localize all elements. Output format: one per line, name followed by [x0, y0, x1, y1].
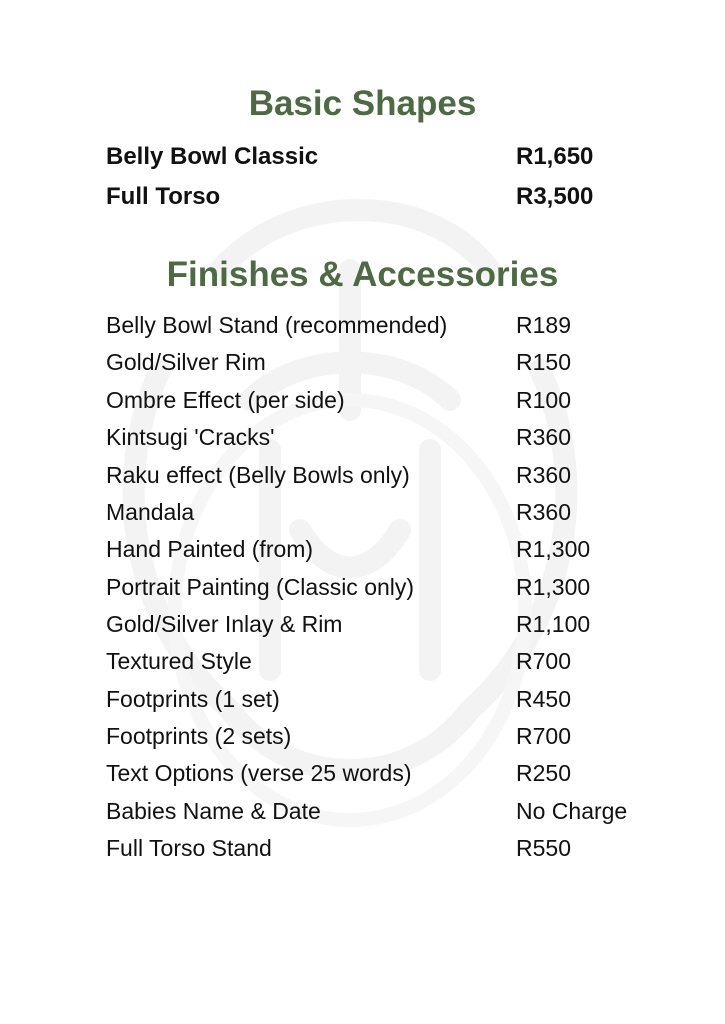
finish-item-row: [106, 648, 666, 684]
finish-item-name: Portrait Painting (Classic only): [106, 574, 415, 600]
finish-item-name: Text Options (verse 25 words): [106, 760, 412, 786]
finish-item-name: Textured Style: [106, 648, 252, 674]
finish-item-row: [106, 574, 666, 610]
finish-item-price: R450: [516, 686, 571, 712]
finish-item-row: [106, 424, 666, 460]
finish-item-row: [106, 536, 666, 572]
basic-item-row: [106, 183, 666, 219]
finish-item-price: R1,300: [516, 574, 591, 600]
basic-item-name: Belly Bowl Classic: [106, 143, 319, 170]
finish-item-price: No Charge: [516, 798, 628, 824]
finish-item-name: Ombre Effect (per side): [106, 387, 345, 413]
finish-item-row: [106, 760, 666, 796]
finish-item-row: [106, 686, 666, 722]
finish-item-price: R700: [516, 648, 571, 674]
finish-item-price: R700: [516, 723, 571, 749]
finish-item-price: R360: [516, 499, 571, 525]
finish-item-row: [106, 312, 666, 348]
finish-item-name: Footprints (1 set): [106, 686, 280, 712]
finish-item-name: Gold/Silver Inlay & Rim: [106, 611, 343, 637]
finish-item-price: R360: [516, 424, 571, 450]
finish-item-price: R150: [516, 349, 571, 375]
basic-item-price: R1,650: [516, 143, 594, 170]
finish-item-row: [106, 499, 666, 535]
basic-item-name: Full Torso: [106, 183, 221, 210]
finish-item-price: R250: [516, 760, 571, 786]
finish-item-name: Belly Bowl Stand (recommended): [106, 312, 448, 338]
finishes-heading: Finishes & Accessories: [166, 255, 559, 294]
finish-item-row: [106, 462, 666, 498]
finish-item-name: Gold/Silver Rim: [106, 349, 266, 375]
finish-item-row: [106, 723, 666, 759]
finish-item-name: Full Torso Stand: [106, 835, 272, 861]
finish-item-price: R100: [516, 387, 571, 413]
finish-item-row: [106, 611, 666, 647]
basic-item-row: [106, 143, 666, 179]
finish-item-name: Footprints (2 sets): [106, 723, 292, 749]
finish-item-price: R1,300: [516, 536, 591, 562]
finish-item-price: R360: [516, 462, 571, 488]
finish-item-name: Babies Name & Date: [106, 798, 321, 824]
basic-item-price: R3,500: [516, 183, 594, 210]
finish-item-price: R550: [516, 835, 571, 861]
finish-item-row: [106, 387, 666, 423]
basic-shapes-heading: Basic Shapes: [248, 84, 477, 123]
finish-item-row: [106, 835, 666, 871]
finish-item-row: [106, 349, 666, 385]
finish-item-name: Mandala: [106, 499, 195, 525]
finish-item-name: Raku effect (Belly Bowls only): [106, 462, 410, 488]
finish-item-price: R189: [516, 312, 571, 338]
finish-item-name: Kintsugi 'Cracks': [106, 424, 275, 450]
finish-item-name: Hand Painted (from): [106, 536, 314, 562]
finish-item-price: R1,100: [516, 611, 591, 637]
finish-item-row: [106, 798, 666, 834]
